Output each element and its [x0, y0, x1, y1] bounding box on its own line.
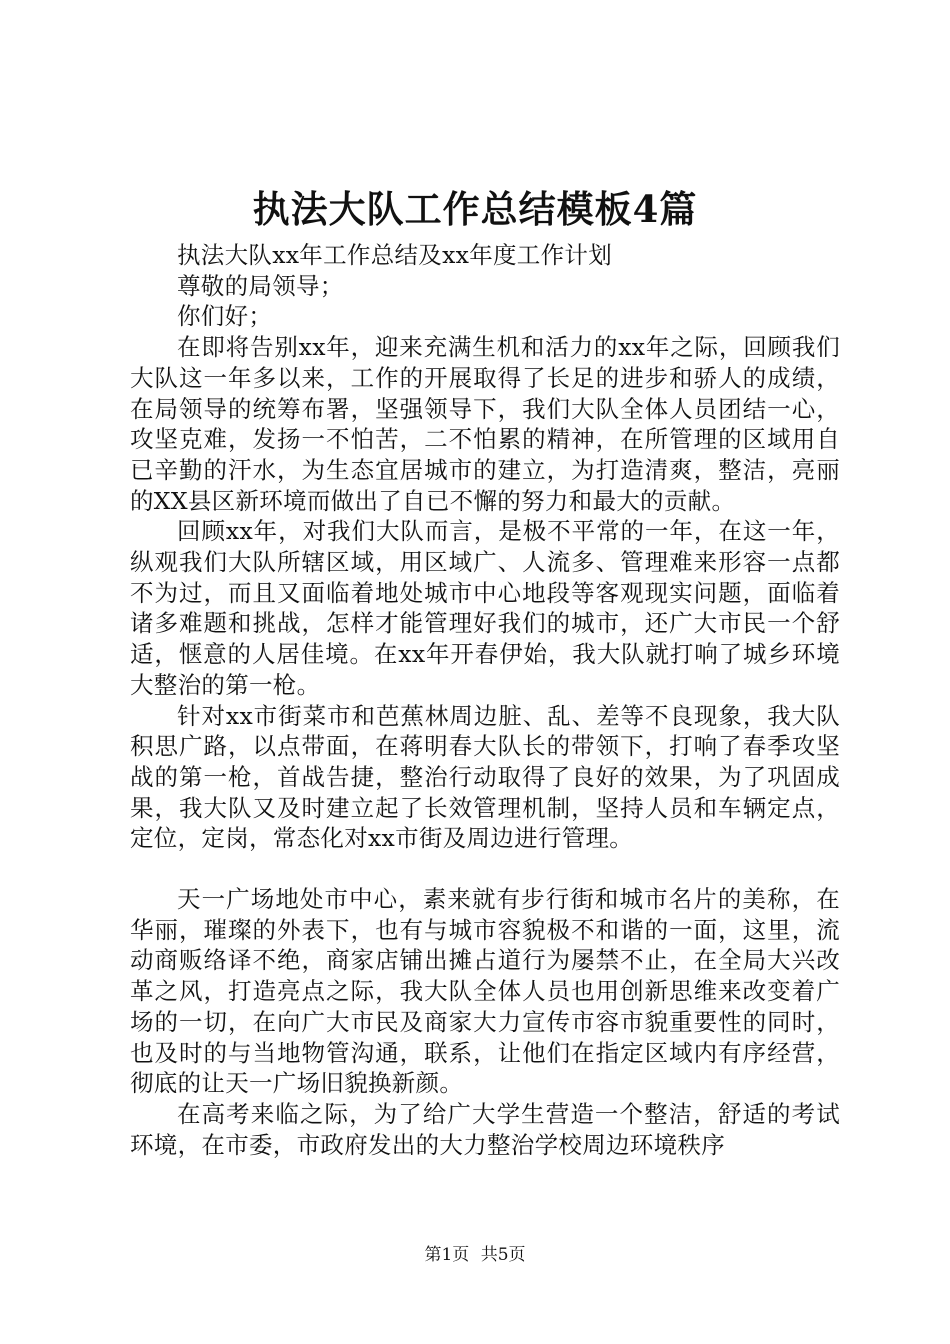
- paragraph-greeting: 你们好；: [177, 302, 273, 331]
- paragraph-heading: 执法大队xx年工作总结及xx年度工作计划: [177, 241, 613, 269]
- paragraph-salutation: 尊敬的局领导；: [177, 271, 344, 300]
- paragraph-market-rectification: 针对xx市街菜市和芭蕉林周边脏、乱、差等不良现象，我大队积思广路，以点带面，在蒋明春大队长的带领下，打响了春季攻坚战的第一枪，首战告捷，整治行动取得了良好的效果，为了巩固成果，我大队又及时建立起了长效管理机制，坚持人员和车辆定点，定位，定岗，常态化对xx市街及周边进行管理。: [130, 701, 840, 853]
- paragraph-square: 天一广场地处市中心，素来就有步行街和城市名片的美称，在华丽，璀璨的外表下，也有与城市容貌极不和谐的一面，这里，流动商贩络译不绝，商家店铺出摊占道行为屡禁不止，在全局大兴改革之风，打造亮点之际，我大队全体人员也用创新思维来改变着广场的一切，在向广大市民及商家大力宣传市容市貌重要性的同时，也及时的与当地物管沟通，联系，让他们在指定区域内有序经营，彻底的让天一广场旧貌换新颜。: [130, 885, 840, 1098]
- page-number: 第1页: [424, 1245, 470, 1265]
- page-footer: [0, 1243, 950, 1267]
- page-total: 共5页: [480, 1245, 526, 1265]
- document-body: [130, 240, 840, 1160]
- paragraph-exam: 在高考来临之际，为了给广大学生营造一个整洁，舒适的考试环境，在市委，市政府发出的大力整治学校周边环境秩序: [130, 1099, 840, 1159]
- document-title: 执法大队工作总结模板4篇: [252, 187, 698, 231]
- paragraph-intro: 在即将告别xx年，迎来充满生机和活力的xx年之际，回顾我们大队这一年多以来，工作的开展取得了长足的进步和骄人的成绩，在局领导的统筹布署，坚强领导下，我们大队全体人员团结一心，攻坚克难，发扬一不怕苦，二不怕累的精神，在所管理的区域用自已辛勤的汗水，为生态宜居城市的建立，为打造清爽，整洁，亮丽的XX县区新环境而做出了自已不懈的努力和最大的贡献。: [130, 333, 840, 515]
- paragraph-review: 回顾xx年，对我们大队而言，是极不平常的一年，在这一年，纵观我们大队所辖区域，用区域广、人流多、管理难来形容一点都不为过，而且又面临着地处城市中心地段等客观现实问题，面临着诸多难题和挑战，怎样才能管理好我们的城市，还广大市民一个舒适，惬意的人居佳境。在xx年开春伊始，我大队就打响了城乡环境大整治的第一枪。: [130, 517, 840, 699]
